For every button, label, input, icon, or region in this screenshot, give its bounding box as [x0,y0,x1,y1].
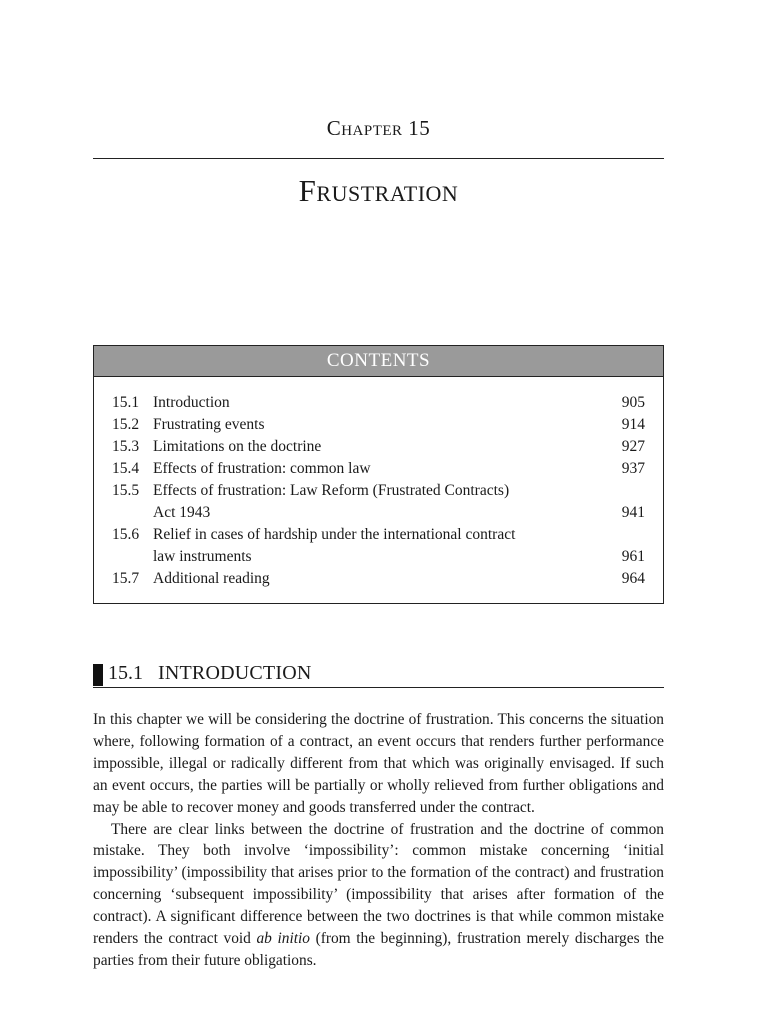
toc-title: Relief in cases of hardship under the international contract [153,526,516,543]
section-number: 15.1 [108,662,143,684]
toc-title-continued: law instruments [153,548,252,565]
toc-entry-15-4[interactable] [112,458,645,480]
paragraph-2-text: There are clear links between the doctrine of frustration and the doctrine of common mistake. They both involve ‘impossibility’: common mistake concerning ‘initial impossibility’ (impossibility that arises prior to the formation of the contract) and frustration concerning ‘subsequent impossibility’ (impossibility that arises after formation of the contract). A significant difference between the two doctrines is that while common mistake renders the contract void [93,820,664,948]
paragraph-1: In this chapter we will be considering the doctrine of frustration. This concerns the situation where, following formation of a contract, an event occurs that renders further performance impossible, illegal or radically different from that which was originally envisaged. If such an event occurs, the parties will be partially or wholly relieved from further obligations and may be able to recover money and goods transferred under the contract. [93,711,664,816]
toc-entry-15-3[interactable] [112,436,645,458]
section-marker [93,664,103,686]
toc-number: 15.5 [112,482,140,499]
toc-page: 927 [621,438,645,455]
section-title: INTRODUCTION [158,662,312,684]
toc-page: 961 [621,548,645,565]
paragraph-2 [93,819,664,972]
toc-number: 15.7 [112,570,140,587]
toc-page: 964 [621,570,645,587]
body-text [93,709,664,972]
toc-page: 905 [621,394,645,411]
chapter-rule [93,158,664,159]
contents-box [93,345,664,604]
toc-title: Effects of frustration: Law Reform (Frustrated Contracts) [153,482,510,499]
toc-title: Additional reading [153,570,270,587]
toc-number: 15.4 [112,460,140,477]
toc-number: 15.1 [112,394,140,411]
contents-heading: CONTENTS [94,346,663,377]
toc-title: Limitations on the doctrine [153,438,322,455]
toc-entry-15-7[interactable] [112,568,645,590]
chapter-label: Chapter 15 [326,116,431,140]
toc-title: Introduction [153,394,230,411]
toc-number: 15.3 [112,438,140,455]
contents-list [94,377,663,590]
chapter-title: Frustration [298,173,459,208]
toc-title: Effects of frustration: common law [153,460,371,477]
section-heading-text [108,662,312,685]
toc-number: 15.2 [112,416,140,433]
toc-page: 937 [621,460,645,477]
toc-number: 15.6 [112,526,140,543]
toc-title-continued: Act 1943 [153,504,211,521]
latin-term: ab initio [256,930,310,948]
toc-page: 941 [621,504,645,521]
paragraph-2-text-end: (from the beginning), frustration merely discharges the parties from their future obligations. [93,930,664,969]
section-heading [93,661,664,688]
toc-entry-15-5[interactable] [112,480,645,524]
toc-entry-15-2[interactable] [112,414,645,436]
toc-entry-15-1[interactable] [112,392,645,414]
toc-page: 914 [621,416,645,433]
toc-entry-15-6[interactable] [112,524,645,568]
toc-title: Frustrating events [153,416,265,433]
